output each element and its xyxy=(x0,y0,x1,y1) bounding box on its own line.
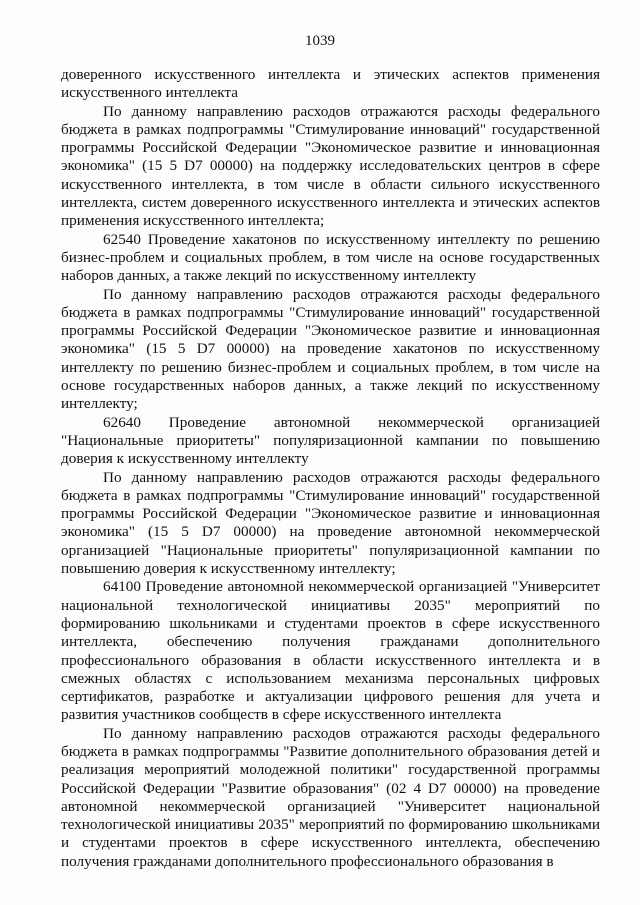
paragraph-code-62540-heading: 62540 Проведение хакатонов по искусственному интеллекту по решению бизнес-проблем и социальных проблем, в том числе на основе государственных наборов данных, а также лекций по искусственному интеллекту xyxy=(61,230,600,285)
page-number: 1039 xyxy=(305,33,335,49)
paragraph-code-62640-heading: 62640 Проведение автономной некоммерческой организацией "Национальные приоритеты" популяризационной кампании по повышению доверия к искусственному интеллекту xyxy=(61,413,600,468)
document-body xyxy=(61,66,600,871)
paragraph-continuation: доверенного искусственного интеллекта и этических аспектов применения искусственного интеллекта xyxy=(61,66,600,102)
paragraph-expense-description-64100: По данному направлению расходов отражаются расходы федерального бюджета в рамках подпрограммы "Развитие дополнительного образования детей и реализация мероприятий молодежной политики" государственной программы Российской Федерации "Развитие образования" (02 4 D7 00000) на проведение автономной некоммерческой организацией "Университет национальной технологической инициативы 2035" мероприятий по формированию школьниками и студентами проектов в сфере искусственного интеллекта, обеспечению получения гражданами дополнительного профессионального образования в xyxy=(61,724,600,870)
paragraph-code-64100-heading: 64100 Проведение автономной некоммерческой организацией "Университет национальной технологической инициативы 2035" мероприятий по формированию школьниками и студентами проектов в сфере искусственного интеллекта, обеспечению получения гражданами дополнительного профессионального образования в области искусственного интеллекта и в смежных областях с использованием механизма персональных цифровых сертификатов, разработке и актуализации цифрового решения для учета и развития участников сообществ в сфере искусственного интеллекта xyxy=(61,578,600,724)
paragraph-expense-description-62640: По данному направлению расходов отражаются расходы федерального бюджета в рамках подпрограммы "Стимулирование инноваций" государственной программы Российской Федерации "Экономическое развитие и инновационная экономика" (15 5 D7 00000) на проведение автономной некоммерческой организацией "Национальные приоритеты" популяризационной кампании по повышению доверия к искусственному интеллекту; xyxy=(61,468,600,578)
paragraph-expense-description-15-5-D7-research-centers: По данному направлению расходов отражаются расходы федерального бюджета в рамках подпрограммы "Стимулирование инноваций" государственной программы Российской Федерации "Экономическое развитие и инновационная экономика" (15 5 D7 00000) на поддержку исследовательских центров в сфере искусственного интеллекта, в том числе в области сильного искусственного интеллекта, систем доверенного искусственного интеллекта и этических аспектов применения искусственного интеллекта; xyxy=(61,102,600,230)
paragraph-expense-description-62540: По данному направлению расходов отражаются расходы федерального бюджета в рамках подпрограммы "Стимулирование инноваций" государственной программы Российской Федерации "Экономическое развитие и инновационная экономика" (15 5 D7 00000) на проведение хакатонов по искусственному интеллекту по решению бизнес-проблем и социальных проблем, в том числе на основе государственных наборов данных, а также лекций по искусственному интеллекту; xyxy=(61,285,600,413)
